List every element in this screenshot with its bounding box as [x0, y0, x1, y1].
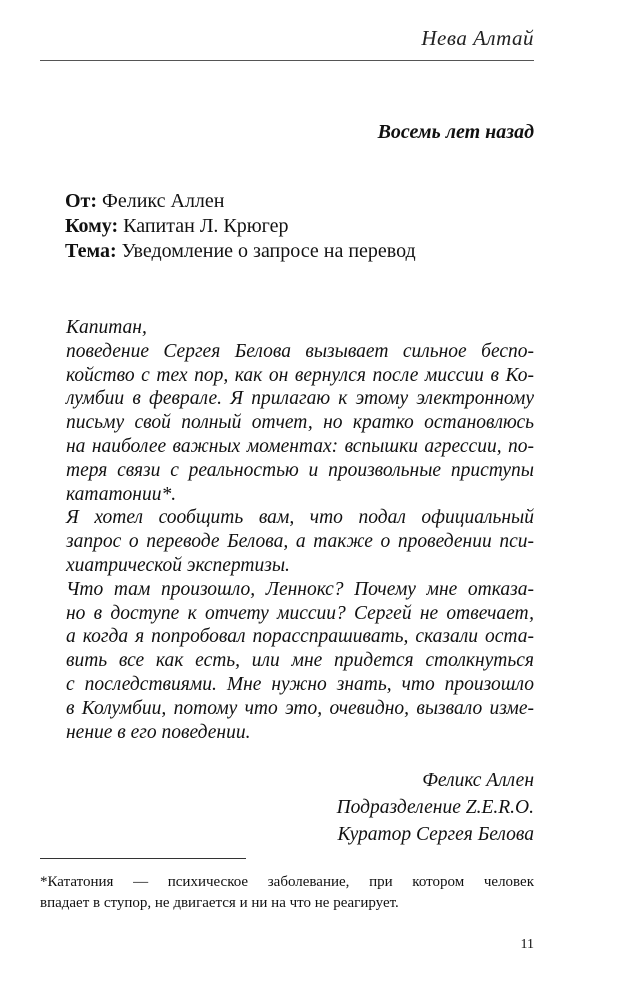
letter-line: но в доступе к отчету миссии? Сергей не отвечает,: [66, 602, 534, 624]
chapter-heading: Восемь лет назад: [377, 121, 534, 143]
email-meta: [65, 189, 416, 264]
meta-to-value: Капитан Л. Крюгер: [123, 215, 289, 237]
letter-line: Капитан,: [66, 317, 147, 338]
footnote-line: *Кататония — психическое заболевание, при котором человек: [40, 874, 534, 890]
meta-from: [65, 189, 416, 214]
letter-body: [66, 316, 534, 744]
header-divider: [40, 60, 534, 61]
letter-line: теря связи с реальностью и произвольные приступы: [66, 459, 534, 481]
letter-line: Что там произошло, Леннокс? Почему мне отказа-: [66, 578, 534, 600]
letter-line: хиатрической экспертизы.: [66, 554, 290, 576]
letter-line: а когда я попробовал порасспрашивать, сказали оста-: [66, 626, 534, 648]
meta-to-label: Кому:: [65, 215, 119, 237]
footnote: [40, 872, 534, 914]
letter-line: поведение Сергея Белова вызывает сильное беспо-: [66, 340, 534, 362]
letter-line: запрос о переводе Белова, а также о проведении пси-: [66, 531, 534, 553]
page-number: 11: [520, 937, 534, 952]
letter-line: лумбии в феврале. Я прилагаю к этому электронному: [66, 388, 534, 410]
meta-from-label: От:: [65, 190, 98, 212]
letter-line: с последствиями. Мне нужно знать, что произошло: [66, 673, 534, 695]
footnote-divider: [40, 858, 246, 859]
meta-subject-value: Уведомление о запросе на перевод: [121, 240, 416, 262]
letter-line: нение в его поведении.: [66, 721, 251, 743]
letter-line: письму свой полный отчет, но кратко остановлюсь: [66, 412, 534, 434]
meta-from-value: Феликс Аллен: [102, 190, 225, 212]
letter-line: в Колумбии, потому что это, очевидно, вызвало изме-: [66, 697, 534, 719]
meta-to: [65, 214, 416, 239]
footnote-line: впадает в ступор, не двигается и ни на что не реагирует.: [40, 895, 399, 911]
signature-block: [337, 767, 534, 848]
signature-role: Куратор Сергея Белова: [337, 824, 534, 845]
letter-line: кататонии*.: [66, 483, 177, 505]
letter-line: на наиболее важных моментах: вспышки агрессии, по-: [66, 435, 534, 457]
running-header-title: Нева Алтай: [421, 26, 534, 50]
letter-line: вить все как есть, или мне придется столкнуться: [66, 650, 534, 672]
signature-name: Феликс Аллен: [422, 770, 534, 791]
letter-line: Я хотел сообщить вам, что подал официальный: [66, 507, 534, 529]
meta-subject: [65, 239, 416, 264]
meta-subject-label: Тема:: [65, 240, 117, 262]
letter-line: койство с тех пор, как он вернулся после миссии в Ко-: [66, 364, 534, 386]
signature-unit: Подразделение Z.E.R.O.: [336, 797, 534, 818]
